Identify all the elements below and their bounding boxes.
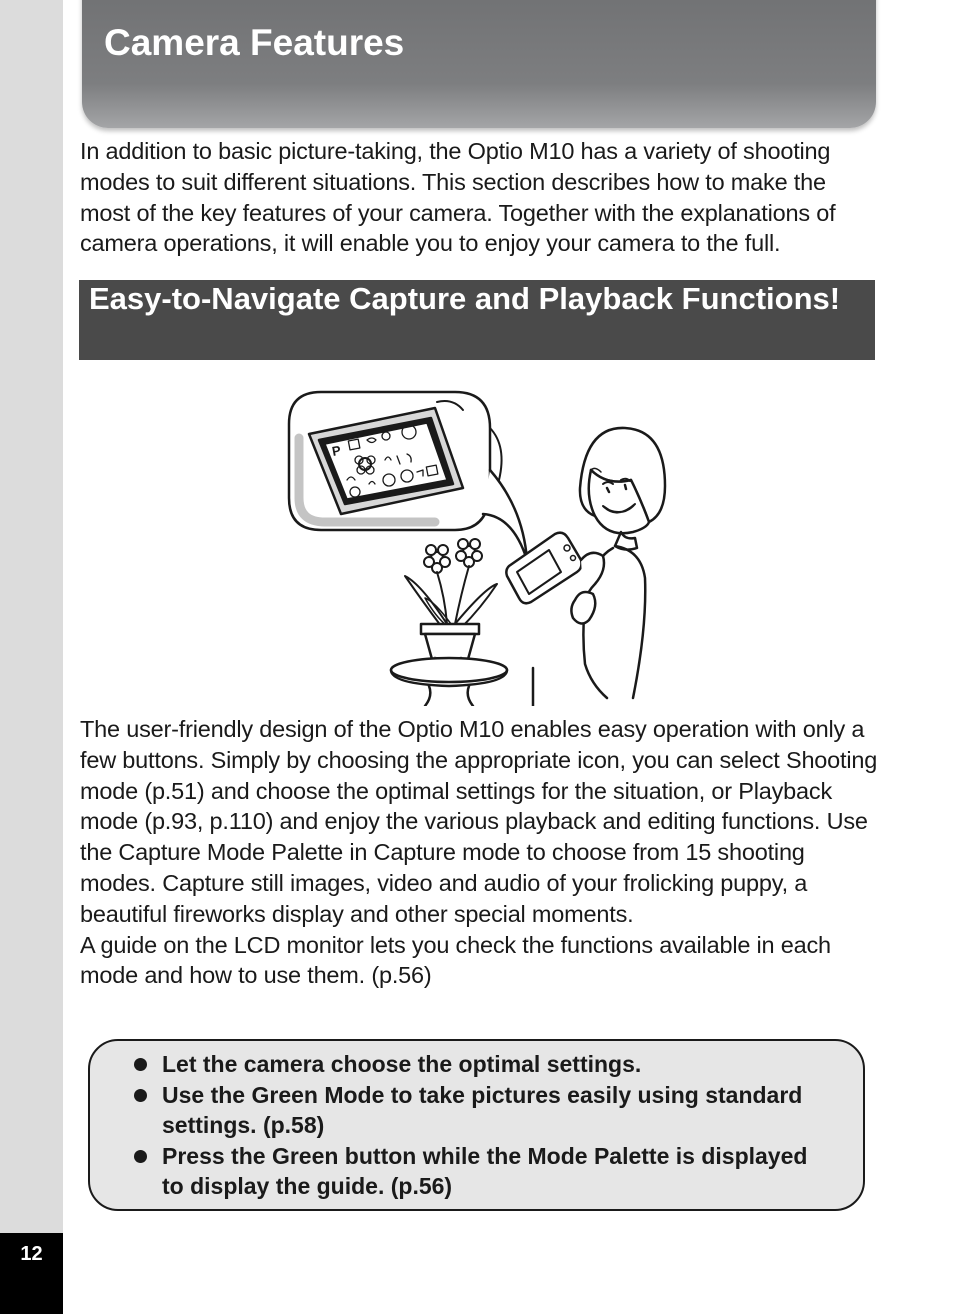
body-paragraph-1: The user-friendly design of the Optio M10 enables easy operation with only a few buttons. Simply by choosing the appropriate icon, you can select Shooting mode (p.51) and choose the optimal settings for the situation, or Playback mode (p.93, p.110) and enjoy the various playback and editing functions. Use the Capture Mode Palette in Capture mode to choose from 15 shooting modes. Capture still images, video and audio of your frolicking puppy, a beautiful fireworks display and other special moments. bbox=[80, 716, 878, 927]
callout-box bbox=[88, 1039, 865, 1211]
body-paragraph-2: A guide on the LCD monitor lets you check the functions available in each mode and how to use them. (p.56) bbox=[80, 931, 831, 989]
callout-list bbox=[132, 1049, 832, 1202]
bullet-icon bbox=[134, 1058, 147, 1071]
intro-paragraph: In addition to basic picture-taking, the Optio M10 has a variety of shooting modes to suit different situations. This section describes how to make the most of the key features of your camera. Together with the explanations of camera operations, it will enable you to enjoy your camera to the full. bbox=[80, 138, 836, 257]
body-text bbox=[80, 714, 880, 991]
bullet-icon bbox=[134, 1089, 147, 1102]
bullet-icon bbox=[134, 1150, 147, 1163]
flower-pot-illustration bbox=[391, 539, 507, 706]
camera-features-illustration bbox=[285, 388, 670, 706]
page-number: 12 bbox=[20, 1243, 43, 1265]
callout-item: Let the camera choose the optimal settings. bbox=[132, 1049, 832, 1080]
page-title: Camera Features bbox=[104, 22, 405, 63]
program-mode-label: P bbox=[330, 442, 343, 459]
section-heading-bar bbox=[79, 280, 875, 360]
page-number-box bbox=[0, 1233, 63, 1314]
callout-item: Press the Green button while the Mode Palette is displayed to display the guide. (p.56) bbox=[132, 1141, 832, 1202]
side-strip bbox=[0, 0, 63, 1314]
handheld-camera-illustration bbox=[506, 533, 581, 604]
title-banner bbox=[82, 0, 876, 128]
section-heading: Easy-to-Navigate Capture and Playback Functions! bbox=[89, 281, 841, 316]
camera-lcd-illustration bbox=[289, 392, 527, 560]
callout-item: Use the Green Mode to take pictures easily using standard settings. (p.58) bbox=[132, 1080, 832, 1141]
